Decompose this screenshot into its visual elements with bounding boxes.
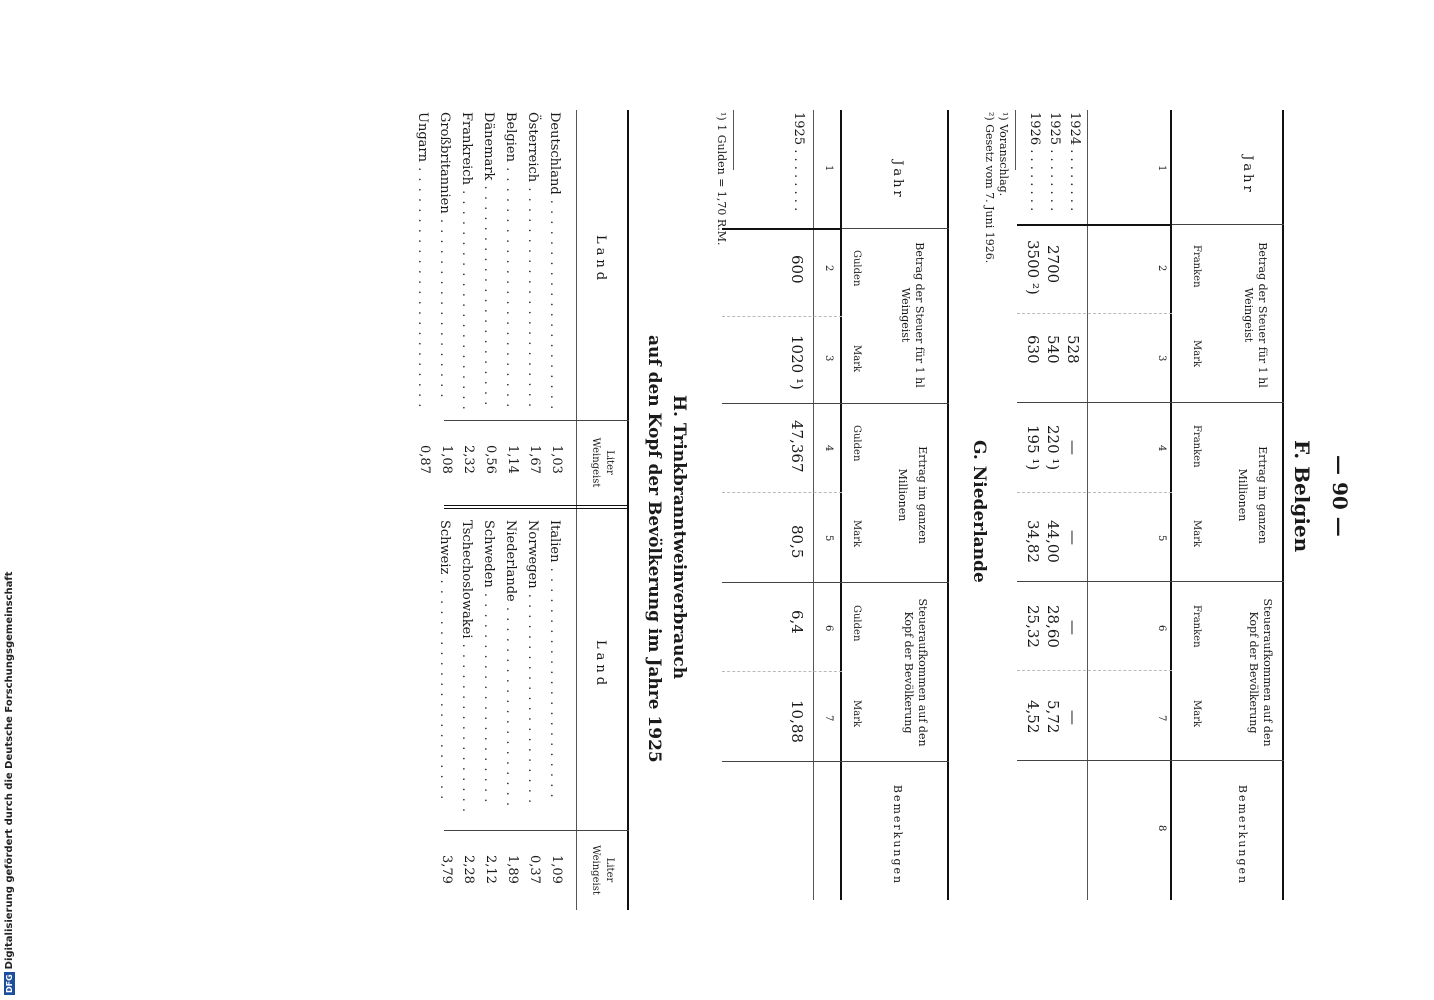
cell-ertrag-franken: — [1064, 440, 1082, 455]
cell-kopf-franken: 28,60 [1044, 605, 1062, 648]
list-item: Italien . . . . . . . . . . . . . . . . . . . . . . . [547, 520, 562, 799]
header-jahr: Jahr [890, 160, 905, 200]
page-number: — 90 — [1328, 455, 1352, 537]
land-name: Schweiz [437, 520, 452, 575]
cell-kopf-mark: 5,72 [1044, 700, 1062, 734]
land-name: Deutschland [547, 112, 562, 195]
col-number: 3 [1156, 355, 1167, 362]
subheader-mark: Mark [851, 700, 862, 728]
cell-ertrag-franken: 220 ¹) [1044, 425, 1062, 471]
land-name: Belgien [503, 112, 518, 162]
cell-kopf-mark: — [1064, 710, 1082, 725]
list-item: Niederlande . . . . . . . . . . . . . . . . . . . . [503, 520, 518, 808]
cell-kopf-gulden: 6,4 [788, 610, 806, 634]
cell-ertrag-mark: 44,00 [1044, 520, 1062, 563]
cell-jahr: 1924 . . . . . . . . [1067, 112, 1082, 212]
cell-kopf-mark: 4,52 [1024, 700, 1042, 734]
section-h-subtitle: auf den Kopf der Bevölkerung im Jahre 1925 [644, 335, 664, 763]
col-number: 6 [1156, 625, 1167, 632]
subheader-mark: Mark [1191, 520, 1202, 548]
liter-value: 3,79 [439, 855, 454, 884]
header-bemerkungen: Bemerkungen [891, 784, 904, 886]
list-item: Belgien . . . . . . . . . . . . . . . . . . . . . . . . [503, 112, 518, 409]
list-item: Dänemark . . . . . . . . . . . . . . . . . . . . . . [481, 112, 496, 407]
subheader-franken: Franken [1191, 605, 1202, 648]
liter-value: 0,87 [417, 445, 432, 474]
liter-value: 1,03 [549, 445, 564, 474]
section-f-title: F. Belgien [1290, 440, 1314, 553]
list-item: Großbritannien . . . . . . . . . . . . . . . . . . [437, 112, 452, 399]
list-item: Schweiz . . . . . . . . . . . . . . . . . . . . . . [437, 520, 452, 801]
land-name: Tschechoslowakei [459, 520, 474, 639]
liter-value: 2,32 [461, 445, 476, 474]
land-name: Dänemark [481, 112, 496, 181]
cell-ertrag-mark: 34,82 [1024, 520, 1042, 563]
header-land: Land [593, 640, 608, 690]
footnote: ¹) Voranschlag. [997, 112, 1010, 197]
liter-value: 2,12 [483, 855, 498, 884]
cell-mark: 528 [1064, 335, 1082, 364]
land-name: Italien [547, 520, 562, 563]
liter-value: 0,37 [527, 855, 542, 884]
header-bemerkungen: Bemerkungen [1236, 784, 1249, 886]
cell-ertrag-mark: — [1064, 530, 1082, 545]
cell-jahr: 1925 . . . . . . . . [1047, 112, 1062, 212]
col-number: 2 [1156, 265, 1167, 272]
land-name: Norwegen [525, 520, 540, 589]
liter-value: 2,28 [461, 855, 476, 884]
footnote: ¹) 1 Gulden = 1,70 R.M. [715, 112, 728, 246]
liter-value: 1,14 [505, 445, 520, 474]
subheader-mark: Mark [1191, 700, 1202, 728]
liter-value: 1,67 [527, 445, 542, 474]
header-ertrag: Ertrag im ganzen [1256, 446, 1269, 544]
section-h-title: H. Trinkbranntweinverbrauch [669, 395, 689, 680]
header-millionen: Millionen [1236, 468, 1249, 522]
col-number: 2 [823, 265, 834, 272]
cell-kopf-franken: — [1064, 620, 1082, 635]
credit-text: Digitalisierung gefördert durch die Deutsche Forschungsgemeinschaft [4, 571, 15, 970]
cell-kopf-franken: 25,32 [1024, 605, 1042, 648]
list-item: Ungarn . . . . . . . . . . . . . . . . . . . . . . . . [415, 112, 430, 409]
col-number: 4 [823, 445, 834, 452]
header-betrag: Betrag der Steuer für 1 hl Weingeist [899, 242, 926, 388]
header-jahr: Jahr [1240, 155, 1255, 195]
col-number: 1 [1156, 165, 1167, 172]
cell-gulden: 600 [788, 255, 806, 284]
list-item: Tschechoslowakei . . . . . . . . . . . . . . . . . [459, 520, 474, 813]
cell-mark: 540 [1044, 335, 1062, 364]
cell-jahr: 1926 . . . . . . . . [1027, 112, 1042, 212]
header-liter: Liter Weingeist [590, 845, 615, 895]
liter-value: 1,09 [549, 855, 564, 884]
dfg-logo: DFG [5, 974, 14, 993]
header-aufkommen: Steueraufkommen auf den Kopf der Bevölkerung [902, 598, 929, 747]
cell-ertrag-franken: 195 ¹) [1024, 425, 1042, 471]
cell-jahr: 1925 . . . . . . . . [791, 112, 806, 212]
liter-value: 1,89 [505, 855, 520, 884]
subheader-mark: Mark [851, 520, 862, 548]
list-item: Österreich . . . . . . . . . . . . . . . . . . . . . . [525, 112, 540, 409]
col-number: 6 [823, 625, 834, 632]
subheader-mark: Mark [851, 345, 862, 373]
land-name: Ungarn [415, 112, 430, 162]
header-land: Land [593, 235, 608, 285]
land-name: Schweden [481, 520, 496, 588]
header-betrag: Betrag der Steuer für 1 hl Weingeist [1242, 242, 1269, 388]
land-name: Österreich [525, 112, 540, 183]
land-name: Niederlande [503, 520, 518, 602]
cell-mark: 1020 ¹) [788, 335, 806, 390]
section-g-title: G. Niederlande [969, 440, 989, 583]
col-number: 5 [823, 535, 834, 542]
cell-franken: 3500 ²) [1024, 240, 1042, 295]
subheader-franken: Franken [1191, 245, 1202, 288]
footnote: ²) Gesetz vom 7. Juni 1926. [983, 112, 996, 264]
col-number: 3 [823, 355, 834, 362]
subheader-gulden: Gulden [851, 605, 862, 642]
header-millionen: Millionen [896, 468, 909, 522]
liter-value: 0,56 [483, 445, 498, 474]
cell-ertrag-gulden: 47,367 [788, 420, 806, 473]
header-aufkommen: Steueraufkommen auf den Kopf der Bevölkerung [1247, 598, 1274, 747]
subheader-franken: Franken [1191, 425, 1202, 468]
col-number: 8 [1156, 825, 1167, 832]
cell-franken: 2700 [1044, 245, 1062, 284]
land-name: Frankreich [459, 112, 474, 185]
col-number: 7 [823, 715, 834, 722]
col-number: 1 [823, 165, 834, 172]
header-liter: Liter Weingeist [590, 437, 615, 488]
list-item: Frankreich . . . . . . . . . . . . . . . . . . . . . . [459, 112, 474, 411]
subheader-gulden: Gulden [851, 250, 862, 287]
cell-ertrag-mark: 80,5 [788, 525, 806, 559]
col-number: 7 [1156, 715, 1167, 722]
list-item: Schweden . . . . . . . . . . . . . . . . . . . . . [481, 520, 496, 804]
cell-mark: 630 [1024, 335, 1042, 364]
land-name: Großbritannien [437, 112, 452, 214]
col-number: 4 [1156, 445, 1167, 452]
col-number: 5 [1156, 535, 1167, 542]
subheader-mark: Mark [1191, 340, 1202, 368]
header-ertrag: Ertrag im ganzen [916, 446, 929, 544]
cell-kopf-mark: 10,88 [788, 700, 806, 743]
list-item: Norwegen . . . . . . . . . . . . . . . . . . . . . [525, 520, 540, 805]
list-item: Deutschland . . . . . . . . . . . . . . . . . . . . . [547, 112, 562, 411]
subheader-gulden: Gulden [851, 425, 862, 462]
liter-value: 1,08 [439, 445, 454, 474]
